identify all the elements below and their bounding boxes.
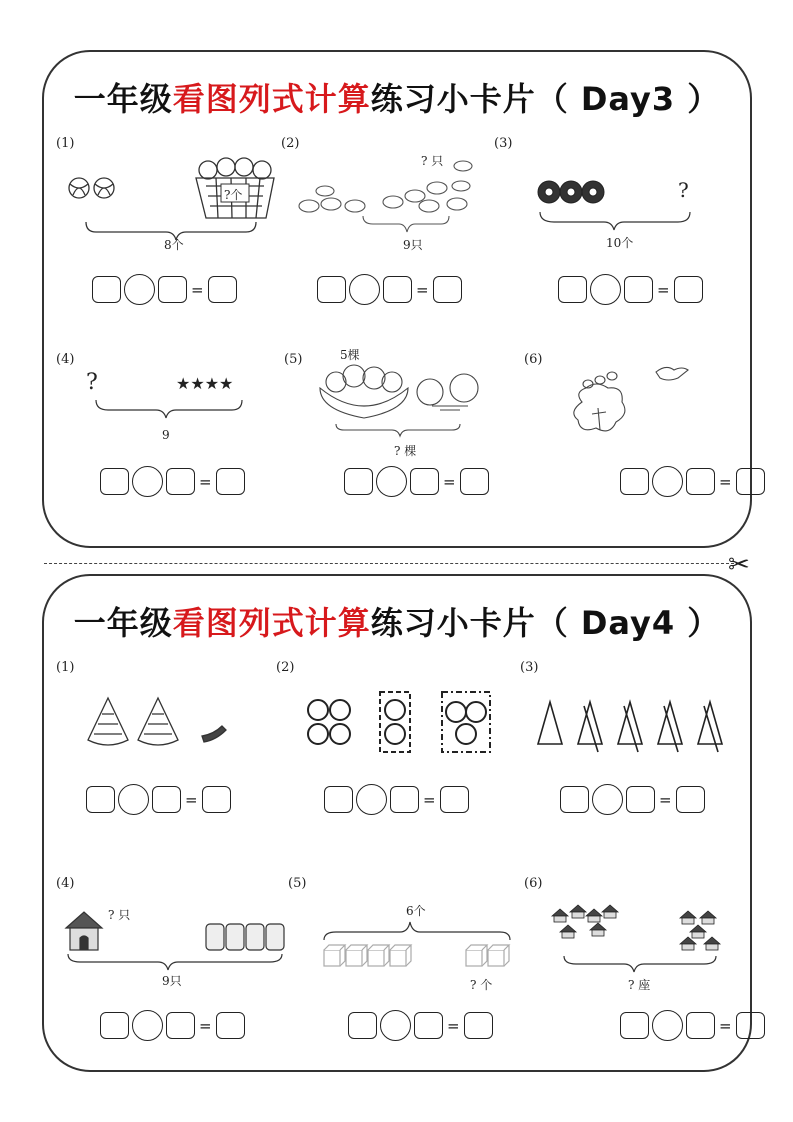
equation xyxy=(86,784,231,815)
answer-box[interactable] xyxy=(686,468,715,495)
result-box[interactable] xyxy=(736,468,765,495)
problem-number: (5) xyxy=(284,352,303,367)
problem-number: (6) xyxy=(524,876,543,891)
result-box[interactable] xyxy=(464,1012,493,1039)
equation xyxy=(348,1010,493,1041)
answer-box[interactable] xyxy=(152,786,181,813)
problem-4 xyxy=(56,352,286,552)
practice-card-day3 xyxy=(42,50,752,548)
problem-number: (5) xyxy=(288,876,307,891)
problem-number: (6) xyxy=(524,352,543,367)
operator-circle[interactable] xyxy=(376,466,407,497)
doghouse-cats-illustration xyxy=(56,876,286,1016)
result-box[interactable] xyxy=(208,276,237,303)
problem-3 xyxy=(494,136,724,336)
operator-circle[interactable] xyxy=(592,784,623,815)
equation xyxy=(620,466,765,497)
result-box[interactable] xyxy=(460,468,489,495)
unknown-label: ? 只 xyxy=(421,154,444,168)
operator-circle[interactable] xyxy=(652,466,683,497)
rabbits-illustration xyxy=(281,136,511,276)
result-box[interactable] xyxy=(736,1012,765,1039)
title-topic: 看图列式计算 xyxy=(172,80,371,118)
answer-box[interactable] xyxy=(348,1012,377,1039)
unknown-mark: ? xyxy=(678,178,689,202)
equals-sign: = xyxy=(447,1016,460,1035)
unknown-label: ? 棵 xyxy=(394,444,417,458)
operator-circle[interactable] xyxy=(356,784,387,815)
problem-number: (1) xyxy=(56,660,75,675)
houses-illustration xyxy=(524,876,754,1016)
equation xyxy=(100,466,245,497)
problem-2 xyxy=(276,660,506,860)
problem-5 xyxy=(284,348,514,552)
equals-sign: = xyxy=(423,790,436,809)
result-box[interactable] xyxy=(216,468,245,495)
answer-box[interactable] xyxy=(686,1012,715,1039)
answer-box[interactable] xyxy=(390,786,419,813)
equation xyxy=(344,466,489,497)
result-box[interactable] xyxy=(674,276,703,303)
problem-number: (2) xyxy=(281,136,300,151)
practice-card-day4 xyxy=(42,574,752,1072)
scissors-icon: ✂ xyxy=(728,550,750,580)
title-grade: 一年级 xyxy=(73,80,173,118)
soccer-balls-illustration xyxy=(494,136,724,276)
problem-3 xyxy=(520,660,750,860)
operator-circle[interactable] xyxy=(124,274,155,305)
answer-box[interactable] xyxy=(410,468,439,495)
problem-6 xyxy=(524,876,754,1076)
equals-sign: = xyxy=(199,472,212,491)
operator-circle[interactable] xyxy=(652,1010,683,1041)
unknown-mark: ? xyxy=(86,370,98,395)
equals-sign: = xyxy=(659,790,672,809)
equals-sign: = xyxy=(719,1016,732,1035)
equation xyxy=(317,274,462,305)
problem-number: (1) xyxy=(56,136,75,151)
answer-box[interactable] xyxy=(166,1012,195,1039)
title-suffix: 练习小卡片（ Day3 ） xyxy=(370,80,721,118)
answer-box[interactable] xyxy=(620,468,649,495)
equation xyxy=(560,784,705,815)
result-box[interactable] xyxy=(676,786,705,813)
equals-sign: = xyxy=(199,1016,212,1035)
equation xyxy=(92,274,237,305)
total-label: 10个 xyxy=(606,236,634,250)
answer-box[interactable] xyxy=(158,276,187,303)
problem-2 xyxy=(281,136,511,336)
title-grade: 一年级 xyxy=(73,604,173,642)
result-box[interactable] xyxy=(440,786,469,813)
triangles-illustration xyxy=(520,660,750,800)
answer-box[interactable] xyxy=(626,786,655,813)
equals-sign: = xyxy=(185,790,198,809)
card-title xyxy=(44,598,750,644)
equals-sign: = xyxy=(416,280,429,299)
total-label: 9只 xyxy=(403,238,423,252)
answer-box[interactable] xyxy=(92,276,121,303)
equation xyxy=(100,1010,245,1041)
operator-circle[interactable] xyxy=(590,274,621,305)
problem-5 xyxy=(288,876,518,1076)
unknown-label: ? 个 xyxy=(470,978,493,992)
answer-box[interactable] xyxy=(166,468,195,495)
answer-box[interactable] xyxy=(324,786,353,813)
problem-number: (4) xyxy=(56,876,75,891)
result-box[interactable] xyxy=(433,276,462,303)
equation xyxy=(620,1010,765,1041)
problem-1 xyxy=(56,136,286,336)
problem-number: (4) xyxy=(56,352,75,367)
answer-box[interactable] xyxy=(100,1012,129,1039)
cut-line xyxy=(44,563,734,564)
answer-box[interactable] xyxy=(560,786,589,813)
octagons-illustration xyxy=(276,660,506,800)
card-title xyxy=(44,74,750,120)
title-suffix: 练习小卡片（ Day4 ） xyxy=(370,604,721,642)
operator-circle[interactable] xyxy=(118,784,149,815)
answer-box[interactable] xyxy=(344,468,373,495)
problem-number: (3) xyxy=(520,660,539,675)
known-label: 5棵 xyxy=(340,348,360,362)
operator-circle[interactable] xyxy=(349,274,380,305)
unknown-label: ? 只 xyxy=(108,908,131,922)
operator-circle[interactable] xyxy=(380,1010,411,1041)
equation xyxy=(558,274,703,305)
problem-4 xyxy=(56,876,286,1076)
problem-1 xyxy=(56,660,286,860)
equals-sign: = xyxy=(719,472,732,491)
result-box[interactable] xyxy=(216,1012,245,1039)
title-topic: 看图列式计算 xyxy=(172,604,371,642)
equals-sign: = xyxy=(191,280,204,299)
answer-box[interactable] xyxy=(317,276,346,303)
answer-box[interactable] xyxy=(383,276,412,303)
answer-box[interactable] xyxy=(86,786,115,813)
equals-sign: = xyxy=(443,472,456,491)
stars: ★★★★ xyxy=(176,374,234,393)
equals-sign: = xyxy=(657,280,670,299)
watermelon-slices-illustration xyxy=(56,660,286,800)
result-box[interactable] xyxy=(202,786,231,813)
problem-number: (3) xyxy=(494,136,513,151)
answer-box[interactable] xyxy=(414,1012,443,1039)
problem-number: (2) xyxy=(276,660,295,675)
total-label: 9 xyxy=(162,428,170,442)
answer-box[interactable] xyxy=(100,468,129,495)
unknown-label: ? 座 xyxy=(628,978,651,992)
problem-6 xyxy=(524,352,754,552)
answer-box[interactable] xyxy=(558,276,587,303)
answer-box[interactable] xyxy=(620,1012,649,1039)
total-label: 6个 xyxy=(406,904,426,918)
basket-unknown-label: ?个 xyxy=(224,188,243,202)
total-label: 9只 xyxy=(162,974,182,988)
answer-box[interactable] xyxy=(624,276,653,303)
equation xyxy=(324,784,469,815)
total-label: 8个 xyxy=(164,238,184,252)
operator-circle[interactable] xyxy=(132,466,163,497)
cubes-illustration xyxy=(288,876,518,1016)
operator-circle[interactable] xyxy=(132,1010,163,1041)
volleyball-basket-illustration xyxy=(56,136,286,276)
